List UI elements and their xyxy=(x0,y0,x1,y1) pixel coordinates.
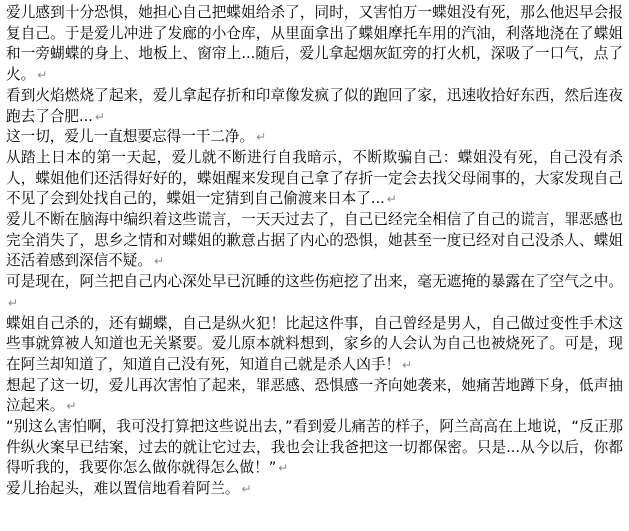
paragraph-text: “别这么害怕啊，我可没打算把这些说出去，”看到爱儿痛苦的样子，阿兰高高在上地说，“反正那件纵火案早已结案，过去的就让它过去，我也会让我爸把这一切都保密。只是...从今以后，你都得听我的，我要你怎么做你就得怎么做！” xyxy=(6,418,623,477)
paragraph-text: 从踏上日本的第一天起，爱儿就不断进行自我暗示，不断欺骗自己：蝶姐没有死，自己没有杀人，蝶姐他们还活得好好的，蝶姐醒来发现自己拿了存折一定会去找父母闹事的，大家发现自己不见了会到处找自己的，蝶姐一定猜到自己偷渡来日本了... xyxy=(6,148,623,208)
paragraph-9 xyxy=(6,417,623,479)
paragraph-mark-icon: ↵ xyxy=(94,109,105,124)
paragraph-text: 爱儿不断在脑海中编织着这些谎言，一天天过去了，自己已经完全相信了自己的谎言，罪恶感也完全消失了，思乡之情和对蝶姐的歉意占据了内心的恐惧，她甚至一度已经对自己没杀人、蝶姐还活着感到深信不疑。 xyxy=(6,211,623,270)
paragraph-6 xyxy=(6,272,623,313)
paragraph-mark-icon: ↵ xyxy=(8,295,19,310)
paragraph-mark-icon: ↵ xyxy=(66,399,77,414)
paragraph-text: 看到火焰燃烧了起来，爱儿拿起存折和印章像发疯了似的跑回了家，迅速收拾好东西，然后连夜跑去了合肥... xyxy=(6,86,623,125)
paragraph-4 xyxy=(6,148,623,210)
document-body xyxy=(6,3,623,500)
paragraph-mark-icon: ↵ xyxy=(386,192,397,207)
paragraph-text: 爱儿感到十分恐惧，她担心自己把蝶姐给杀了，同时，又害怕万一蝶姐没有死，那么他迟早会报复自己。于是爱儿冲进了发廊的小仓库，从里面拿出了蝶姐摩托车用的汽油，利落地浇在了蝶姐和一旁蝴蝶的身上、地板上、窗帘上...随后，爱儿拿起烟灰缸旁的打火机，深吸了一口气，点了火。 xyxy=(6,4,623,84)
paragraph-text: 这一切，爱儿一直想要忘得一干二净。 xyxy=(6,128,255,146)
paragraph-text: 爱儿抬起头，难以置信地看着阿兰。 xyxy=(6,480,240,498)
paragraph-10 xyxy=(6,479,623,500)
paragraph-5 xyxy=(6,210,623,272)
paragraph-text: 可是现在，阿兰把自己内心深处早已沉睡的这些伤疤挖了出来，毫无遮掩的暴露在了空气之中。 xyxy=(6,273,623,291)
paragraph-mark-icon: ↵ xyxy=(402,357,413,372)
paragraph-3 xyxy=(6,127,623,148)
paragraph-8 xyxy=(6,376,623,417)
paragraph-7 xyxy=(6,314,623,376)
paragraph-2 xyxy=(6,86,623,127)
paragraph-mark-icon: ↵ xyxy=(278,461,289,476)
paragraph-mark-icon: ↵ xyxy=(153,254,165,269)
paragraph-1 xyxy=(6,3,623,86)
paragraph-mark-icon: ↵ xyxy=(256,130,267,145)
paragraph-mark-icon: ↵ xyxy=(241,482,252,497)
paragraph-text: 想起了这一切，爱儿再次害怕了起来，罪恶感、恐惧感一齐向她袭来，她痛苦地蹲下身，低声抽泣起来。 xyxy=(6,376,623,415)
paragraph-text: 蝶姐自己杀的，还有蝴蝶，自己是纵火犯！比起这件事，自己曾经是男人，自己做过变性手术这些事就算被人知道也无关紧要。爱儿原本就料想到，家乡的人会认为自己也被烧死了。可是，现在阿兰却知道了，知道自己没有死，知道自己就是杀人凶手！ xyxy=(6,314,623,373)
paragraph-mark-icon: ↵ xyxy=(37,68,48,83)
